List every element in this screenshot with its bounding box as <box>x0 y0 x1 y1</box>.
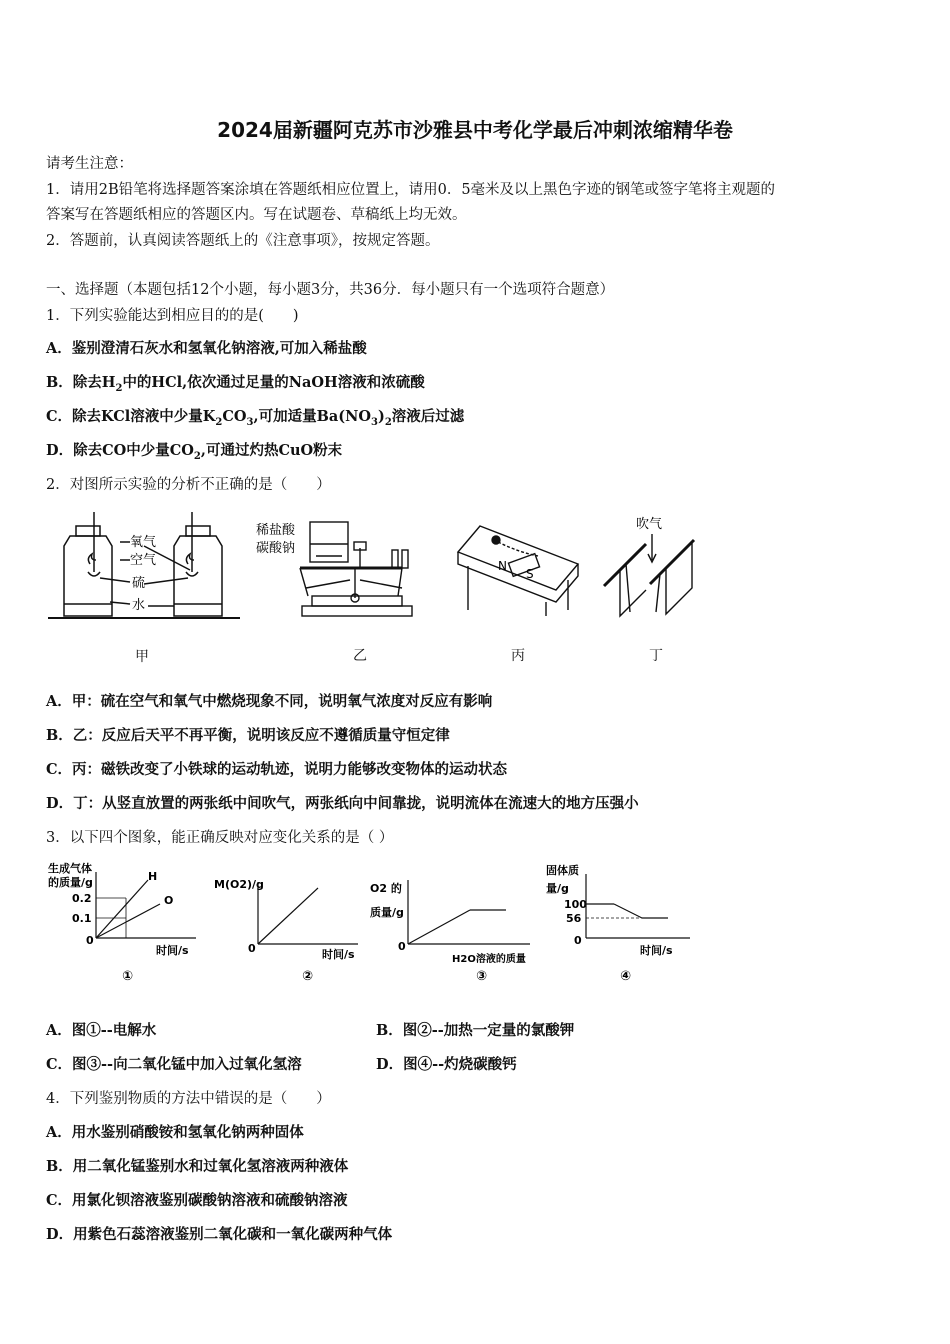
graph-2 <box>214 860 364 988</box>
q1-option-a: A．鉴别澄清石灰水和氢氧化钠溶液,可加入稀盐酸 <box>46 340 367 357</box>
caption-jia: 甲 <box>135 649 149 665</box>
q1-option-c: C．除去KCl溶液中少量$K_2CO_3$,可加适量$Ba(NO_3)_2$溶液后过滤 <box>46 408 465 428</box>
graph4-tick-56: 56 <box>566 912 582 925</box>
label-oxygen: 氧气 <box>130 535 157 550</box>
label-magnet-n: N <box>498 559 507 573</box>
q2-option-c: C．丙：磁铁改变了小铁球的运动轨迹，说明力能够改变物体的运动状态 <box>46 761 508 778</box>
graph3-number: ③ <box>476 969 488 984</box>
label-sodium-carbonate: 碳酸钠 <box>256 541 296 556</box>
caption-ding: 丁 <box>649 648 663 664</box>
graph1-ylabel-2: 的质量/g <box>48 876 93 889</box>
q4-option-a: A．用水鉴别硝酸铵和氢氧化钠两种固体 <box>46 1124 304 1141</box>
graph4-tick-100: 100 <box>564 898 587 911</box>
q2-option-a: A．甲：硫在空气和氧气中燃烧现象不同，说明氧气浓度对反应有影响 <box>46 693 493 710</box>
notice-item-1-line-2: 答案写在答题纸相应的答题区内。写在试题卷、草稿纸上均无效。 <box>46 207 467 223</box>
graph4-ylabel-2: 量/g <box>546 882 569 895</box>
q2-option-b: B．乙：反应后天平不再平衡，说明该反应不遵循质量守恒定律 <box>46 727 450 744</box>
q1-option-d: D．除去CO中少量$CO_2$,可通过灼热CuO粉末 <box>46 442 343 462</box>
label-air: 空气 <box>130 553 157 568</box>
graph4-origin: 0 <box>574 934 582 947</box>
graph2-ylabel: M(O2)/g <box>214 878 264 891</box>
notice-item-2: 2．答题前，认真阅读答题纸上的《注意事项》，按规定答题。 <box>46 233 440 249</box>
graph1-xlabel: 时间/s <box>156 944 189 957</box>
graph3-ylabel-2: 质量/g <box>370 906 404 919</box>
label-magnet-s: S <box>526 567 534 581</box>
graph-1 <box>44 860 204 988</box>
caption-bing: 丙 <box>511 648 525 664</box>
q4-option-c: C．用氯化钡溶液鉴别碳酸钠溶液和硫酸钠溶液 <box>46 1192 348 1209</box>
q3-option-d: D．图④--灼烧碳酸钙 <box>376 1056 517 1073</box>
q3-option-b: B．图②--加热一定量的氯酸钾 <box>376 1022 575 1039</box>
graph1-line-o-label: O <box>164 894 174 907</box>
q4-stem: 4．下列鉴别物质的方法中错误的是（ ） <box>46 1091 331 1107</box>
q3-option-c: C．图③--向二氧化锰中加入过氧化氢溶 <box>46 1056 302 1073</box>
graph4-xlabel: 时间/s <box>640 944 673 957</box>
graph1-tick-0.1: 0.1 <box>72 912 92 925</box>
graph1-line-h-label: H <box>148 870 158 883</box>
notice-item-1-line-1: 1．请用2B铅笔将选择题答案涂填在答题纸相应位置上，请用0．5毫米及以上黑色字迹的钢笔或签字笔将主观题的 <box>46 182 776 198</box>
q3-stem: 3．以下四个图象，能正确反映对应变化关系的是（ ） <box>46 830 394 846</box>
graph-4 <box>540 860 700 988</box>
q2-option-d: D．丁：从竖直放置的两张纸中间吹气，两张纸向中间靠拢，说明流体在流速大的地方压强小 <box>46 795 639 812</box>
figure-jia-sulfur-combustion <box>44 512 254 628</box>
graph2-xlabel: 时间/s <box>322 948 355 961</box>
notice-heading: 请考生注意： <box>46 156 133 172</box>
graph1-number: ① <box>122 969 134 984</box>
label-sulfur: 硫 <box>132 576 146 591</box>
caption-yi: 乙 <box>353 648 367 664</box>
graph-3 <box>366 860 536 988</box>
q1-stem: 1．下列实验能达到相应目的的是( ) <box>46 308 299 324</box>
graph3-origin: 0 <box>398 940 406 953</box>
q4-option-d: D．用紫色石蕊溶液鉴别二氧化碳和一氧化碳两种气体 <box>46 1226 393 1243</box>
q4-option-b: B．用二氧化锰鉴别水和过氧化氢溶液两种液体 <box>46 1158 349 1175</box>
q1-option-b: B．除去$H_2$中的HCl,依次通过足量的NaOH溶液和浓硫酸 <box>46 374 425 394</box>
graph3-xlabel: H2O溶液的质量 <box>452 954 526 965</box>
graph3-ylabel-1: O2 的 <box>370 882 402 895</box>
q2-stem: 2．对图所示实验的分析不正确的是（ ） <box>46 477 331 493</box>
graph1-ylabel-1: 生成气体 <box>48 862 92 875</box>
graph4-number: ④ <box>620 969 632 984</box>
figure-ding-paper <box>600 512 710 626</box>
graph1-tick-0.2: 0.2 <box>72 892 92 905</box>
graph1-origin: 0 <box>86 934 94 947</box>
section-1-heading: 一、选择题（本题包括12个小题，每小题3分，共36分．每小题只有一个选项符合题意） <box>46 282 615 298</box>
label-dilute-hcl: 稀盐酸 <box>256 523 296 538</box>
q3-option-a: A．图①--电解水 <box>46 1022 157 1039</box>
graph4-ylabel-1: 固体质 <box>546 864 579 877</box>
figure-yi-balance <box>250 518 430 622</box>
graph2-origin: 0 <box>248 942 256 955</box>
figure-bing-magnet <box>456 520 586 620</box>
label-water: 水 <box>132 598 146 613</box>
page-title: 2024届新疆阿克苏市沙雅县中考化学最后冲刺浓缩精华卷 <box>217 118 733 142</box>
graph2-number: ② <box>302 969 314 984</box>
label-blow: 吹气 <box>636 517 663 532</box>
